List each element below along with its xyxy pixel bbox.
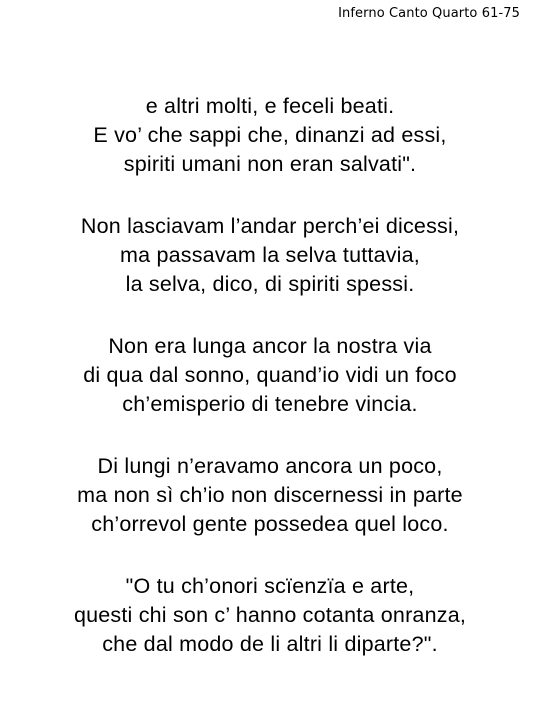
stanza-1 [0, 92, 540, 179]
poem-line: Non lasciavam l’andar perch’ei dicessi, [80, 214, 460, 238]
poem-line: ch’orrevol gente possedea quel loco. [91, 512, 449, 536]
poem-line: "O tu ch’onori scïenzïa e arte, [125, 574, 415, 598]
stanza-3 [0, 332, 540, 419]
poem-line: questi chi son c’ hanno cotanta onranza, [73, 603, 467, 627]
poem-line: ma non sì ch’io non discernessi in parte [77, 483, 463, 507]
stanza-2 [0, 212, 540, 299]
poem-body [0, 92, 540, 659]
poem-line: ch’emisperio di tenebre vincia. [122, 392, 418, 416]
poem-line: che dal modo de li altri li diparte?". [102, 632, 438, 656]
poem-line: e altri molti, e feceli beati. [145, 94, 395, 118]
stanza-4 [0, 452, 540, 539]
poem-line: Non era lunga ancor la nostra via [108, 334, 432, 358]
poem-line: ma passavam la selva tuttavia, [120, 243, 420, 267]
page-header-title: Inferno Canto Quarto 61-75 [338, 6, 520, 21]
stanza-5 [0, 572, 540, 659]
poem-line: Di lungi n’eravamo ancora un poco, [97, 454, 443, 478]
poem-line: E vo’ che sappi che, dinanzi ad essi, [93, 123, 447, 147]
poem-line: spiriti umani non eran salvati". [123, 152, 417, 176]
poem-line: di qua dal sonno, quand’io vidi un foco [83, 363, 457, 387]
poem-line: la selva, dico, di spiriti spessi. [125, 272, 415, 296]
